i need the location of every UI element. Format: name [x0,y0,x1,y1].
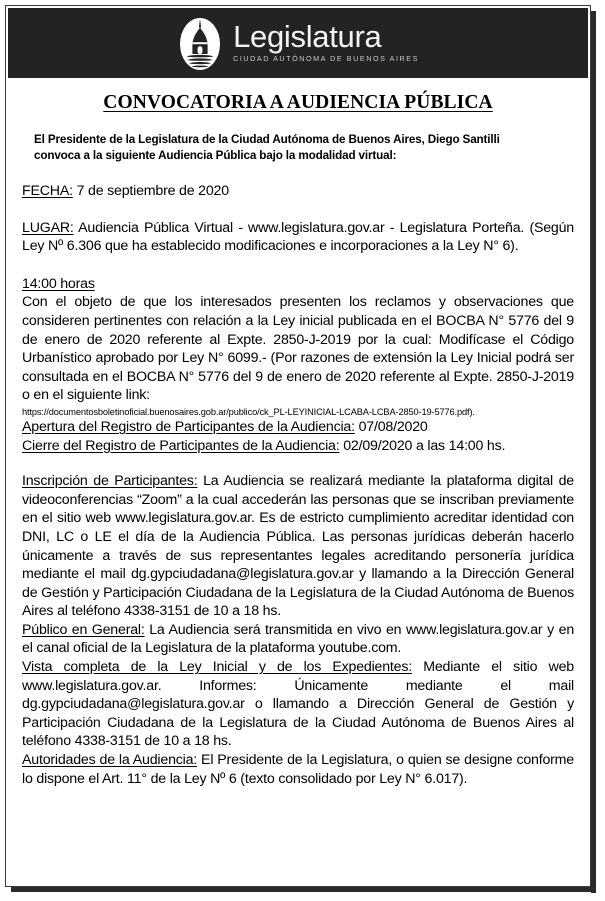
hora-body: Con el objeto de que los interesados presenten los reclamos y observaciones que consideren pertinentes con relación a la Ley inicial publicada en el BOCBA N° 5776 del 9 de enero de 2020 referente al Expte. 2850-J-2019 por la cual: Modifícase el Código Urbanístico aprobado por Ley N° 6099.- (Por razones de extensión la Ley Inicial podrá ser consultada en el BOCBA N° 5776 del 9 de enero de 2020 referente al Expte. 2850-J-2019 o en el siguiente link: [22,294,574,404]
intro-paragraph [22,132,574,163]
hora-label-line [22,275,574,294]
autoridades-label: Autoridades de la Audiencia: [22,752,198,769]
intro-line-1: El Presidente de la Legislatura de la Ciudad Autónoma de Buenos Aires, Diego Santilli [34,133,500,146]
dome-cupola-icon [177,14,223,72]
vista-value: Mediante el sitio web www.legislatura.gov.ar. Informes: Únicamente mediante el mail dg.gypciudadana@legislatura.gov.ar o llamando a Dirección General de Gestión y Participación Ciudadana de la Legislatura de la Ciudad Autónoma de Buenos Aires al teléfono 4338-3151 de 10 a 18 hs. [22,659,574,750]
page-title: CONVOCATORIA A AUDIENCIA PÚBLICA [103,92,493,113]
logo-text-block [233,20,419,64]
inscripcion-value: La Audiencia se realizará mediante la plataforma digital de videoconferencias “Zoom” a la cual accederán las personas que se inscriban previamente en el sitio web www.legislatura.gov.ar. Es de estricto cumplimiento acreditar identidad con DNI, LC o LE el día de la Audiencia Pública. Las personas jurídicas deberán hacerlo únicamente a través de sus representantes legales acreditando personería jurídica mediante el mail dg.gypciudadana@legislatura.gov.ar y llamando a la Dirección General de Gestión y Participación Ciudadana de la Legislatura de la Ciudad Autónoma de Buenos Aires al teléfono 4338-3151 de 10 a 18 hs. [22,473,574,620]
page-shadow-right [591,11,596,893]
logo-wordmark: Legislatura [233,19,382,54]
lugar-label: LUGAR: [22,219,74,236]
cierre-value: 02/09/2020 a las 14:00 hs. [339,437,506,454]
legislatura-logo [8,8,588,78]
autoridades-value: El Presidente de la Legislatura, o quien se designe conforme lo dispone el Art. 11° de la Ley Nº 6 (texto consolidado por Ley N° 6.017). [22,752,574,787]
apertura-value: 07/08/2020 [354,418,428,435]
inscripcion-block [22,472,574,621]
vista-block [22,658,574,751]
vista-label: Vista completa de la Ley Inicial y de los Expedientes: [22,659,412,676]
autoridades-block [22,751,574,788]
publico-value: La Audiencia será transmitida en vivo en www.legislatura.gov.ar y en el canal oficial de la Legislatura de la plataforma youtube.com. [22,621,575,657]
hora-label: 14:00 horas [22,275,95,292]
lugar-value: Audiencia Pública Virtual - www.legislatura.gov.ar - Legislatura Porteña. (Según Ley Nº 6.306 que ha establecido modificaciones e incorporaciones a la Ley N° 6). [22,219,574,255]
page-shadow-bottom [11,887,596,892]
fecha-label: FECHA: [22,183,73,199]
intro-line-2: convoca a la siguiente Audiencia Pública bajo la modalidad virtual: [34,148,397,162]
cierre-block [22,437,574,456]
lugar-block [22,219,574,256]
document-body [8,78,588,886]
fecha-block [22,182,574,201]
apertura-label: Apertura del Registro de Participantes de la Audiencia: [22,418,355,435]
publico-label: Público en General: [22,621,145,638]
apertura-block [22,418,574,437]
fecha-value: 7 de septiembre de 2020 [72,183,229,199]
header-band [8,8,588,78]
publico-block [22,621,574,658]
inscripcion-label: Inscripción de Participantes: [22,473,198,490]
cierre-label: Cierre del Registro de Participantes de la Audiencia: [22,437,340,454]
logo-subtitle: CIUDAD AUTÓNOMA DE BUENOS AIRES [233,54,419,63]
ley-inicial-link[interactable]: https://documentosboletinoficial.buenosaires.gob.ar/publico/ck_PL-LEYINICIAL-LCABA-LCBA-2850-19-5776.pdf). [22,406,475,417]
